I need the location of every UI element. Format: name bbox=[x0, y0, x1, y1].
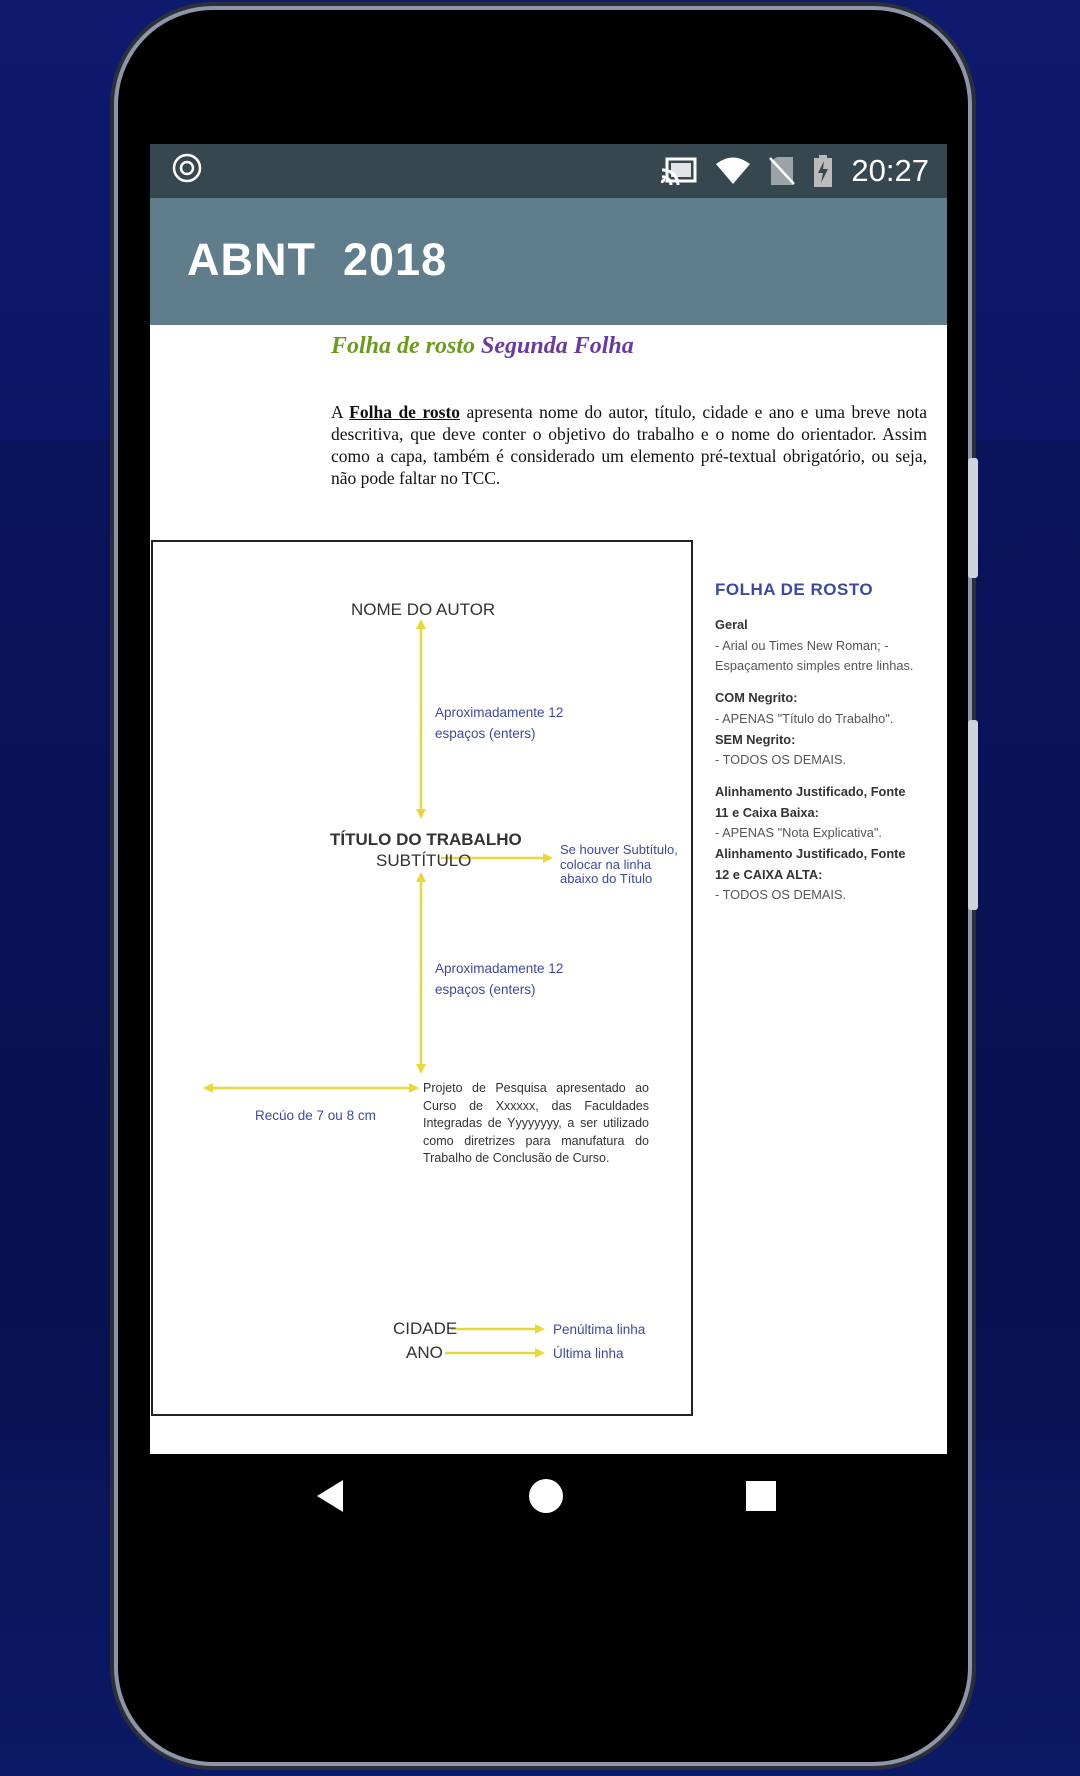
city-label: CIDADE bbox=[393, 1319, 458, 1338]
document-heading bbox=[331, 333, 634, 360]
no-sim-icon bbox=[769, 156, 795, 186]
subtitle-note: Se houver Subtítulo, colocar na linha abaixo do Título bbox=[560, 842, 678, 886]
paragraph-bold: Folha de rosto bbox=[349, 402, 461, 422]
recents-icon[interactable] bbox=[743, 1476, 777, 1516]
rule-sem-negrito: SEM Negrito: bbox=[715, 731, 796, 747]
app-bar bbox=[150, 198, 947, 325]
spacing-note-1: Aproximadamente 12 espaços (enters) bbox=[435, 705, 564, 741]
city-note: Penúltima linha bbox=[553, 1322, 646, 1337]
status-bar bbox=[150, 144, 947, 198]
paragraph-prefix: A bbox=[331, 402, 350, 422]
indent-note: Recúo de 7 ou 8 cm bbox=[255, 1108, 376, 1123]
power-button bbox=[968, 458, 978, 578]
document-paragraph bbox=[331, 401, 927, 489]
battery-charging-icon bbox=[813, 155, 833, 187]
back-icon[interactable] bbox=[313, 1476, 347, 1516]
rule-alinh2: Alinhamento Justificado, Fonte 12 e CAIXA ALTA: bbox=[715, 846, 906, 882]
rules-title: FOLHA DE ROSTO bbox=[715, 580, 874, 599]
settings-circle-icon bbox=[172, 153, 202, 183]
heading-part1: Folha de rosto bbox=[331, 333, 476, 359]
app-title: ABNT 2018 bbox=[187, 234, 448, 285]
author-label: NOME DO AUTOR bbox=[351, 600, 496, 619]
cast-icon bbox=[661, 157, 697, 185]
year-note: Última linha bbox=[553, 1346, 624, 1361]
clock: 20:27 bbox=[851, 153, 929, 188]
heading-part2: Segunda Folha bbox=[481, 333, 634, 359]
rule-geral: Geral bbox=[715, 617, 748, 632]
spacing-note-2: Aproximadamente 12 espaços (enters) bbox=[435, 961, 564, 997]
year-label: ANO bbox=[406, 1343, 443, 1362]
rule-alinh1-items: - APENAS "Nota Explicativa". bbox=[715, 825, 882, 841]
title-page-rules-panel bbox=[710, 540, 914, 1410]
screen bbox=[150, 144, 947, 1454]
document-view[interactable] bbox=[150, 325, 947, 1454]
subtitle-label: SUBTÍTULO bbox=[376, 851, 472, 870]
rule-alinh2-items: - TODOS OS DEMAIS. bbox=[715, 887, 847, 903]
home-icon[interactable] bbox=[526, 1476, 566, 1516]
rule-com-negrito-items: - APENAS "Título do Trabalho". bbox=[715, 710, 894, 726]
rules-text bbox=[715, 615, 915, 906]
volume-button bbox=[968, 720, 978, 910]
title-label: TÍTULO DO TRABALHO bbox=[330, 830, 522, 849]
rule-sem-negrito-items: - TODOS OS DEMAIS. bbox=[715, 752, 847, 768]
title-page-diagram bbox=[151, 540, 693, 1416]
navigation-bar bbox=[150, 1454, 947, 1544]
paragraph-rest: apresenta nome do autor, título, cidade e ano e uma breve nota descritiva, que deve conter o objetivo do trabalho e o nome do orientador. Assim como a capa, também é considerado um elemento pré-textual obrigatório, ou seja, não pode faltar no TCC. bbox=[331, 402, 927, 488]
project-text: Projeto de Pesquisa apresentado ao Curso de Xxxxxx, das Faculdades Integradas de Yyyyyyyy, a ser utilizado como diretrizes para manufatura do Trabalho de Conclusão de Curso. bbox=[423, 1081, 649, 1165]
wifi-icon bbox=[715, 157, 751, 185]
rule-com-negrito: COM Negrito: bbox=[715, 690, 798, 706]
rule-alinh1: Alinhamento Justificado, Fonte 11 e Caixa Baixa: bbox=[715, 783, 906, 820]
diagram-arrows bbox=[153, 542, 691, 1414]
rule-geral-items: - Arial ou Times New Roman; - Espaçamento simples entre linhas. bbox=[715, 637, 914, 674]
